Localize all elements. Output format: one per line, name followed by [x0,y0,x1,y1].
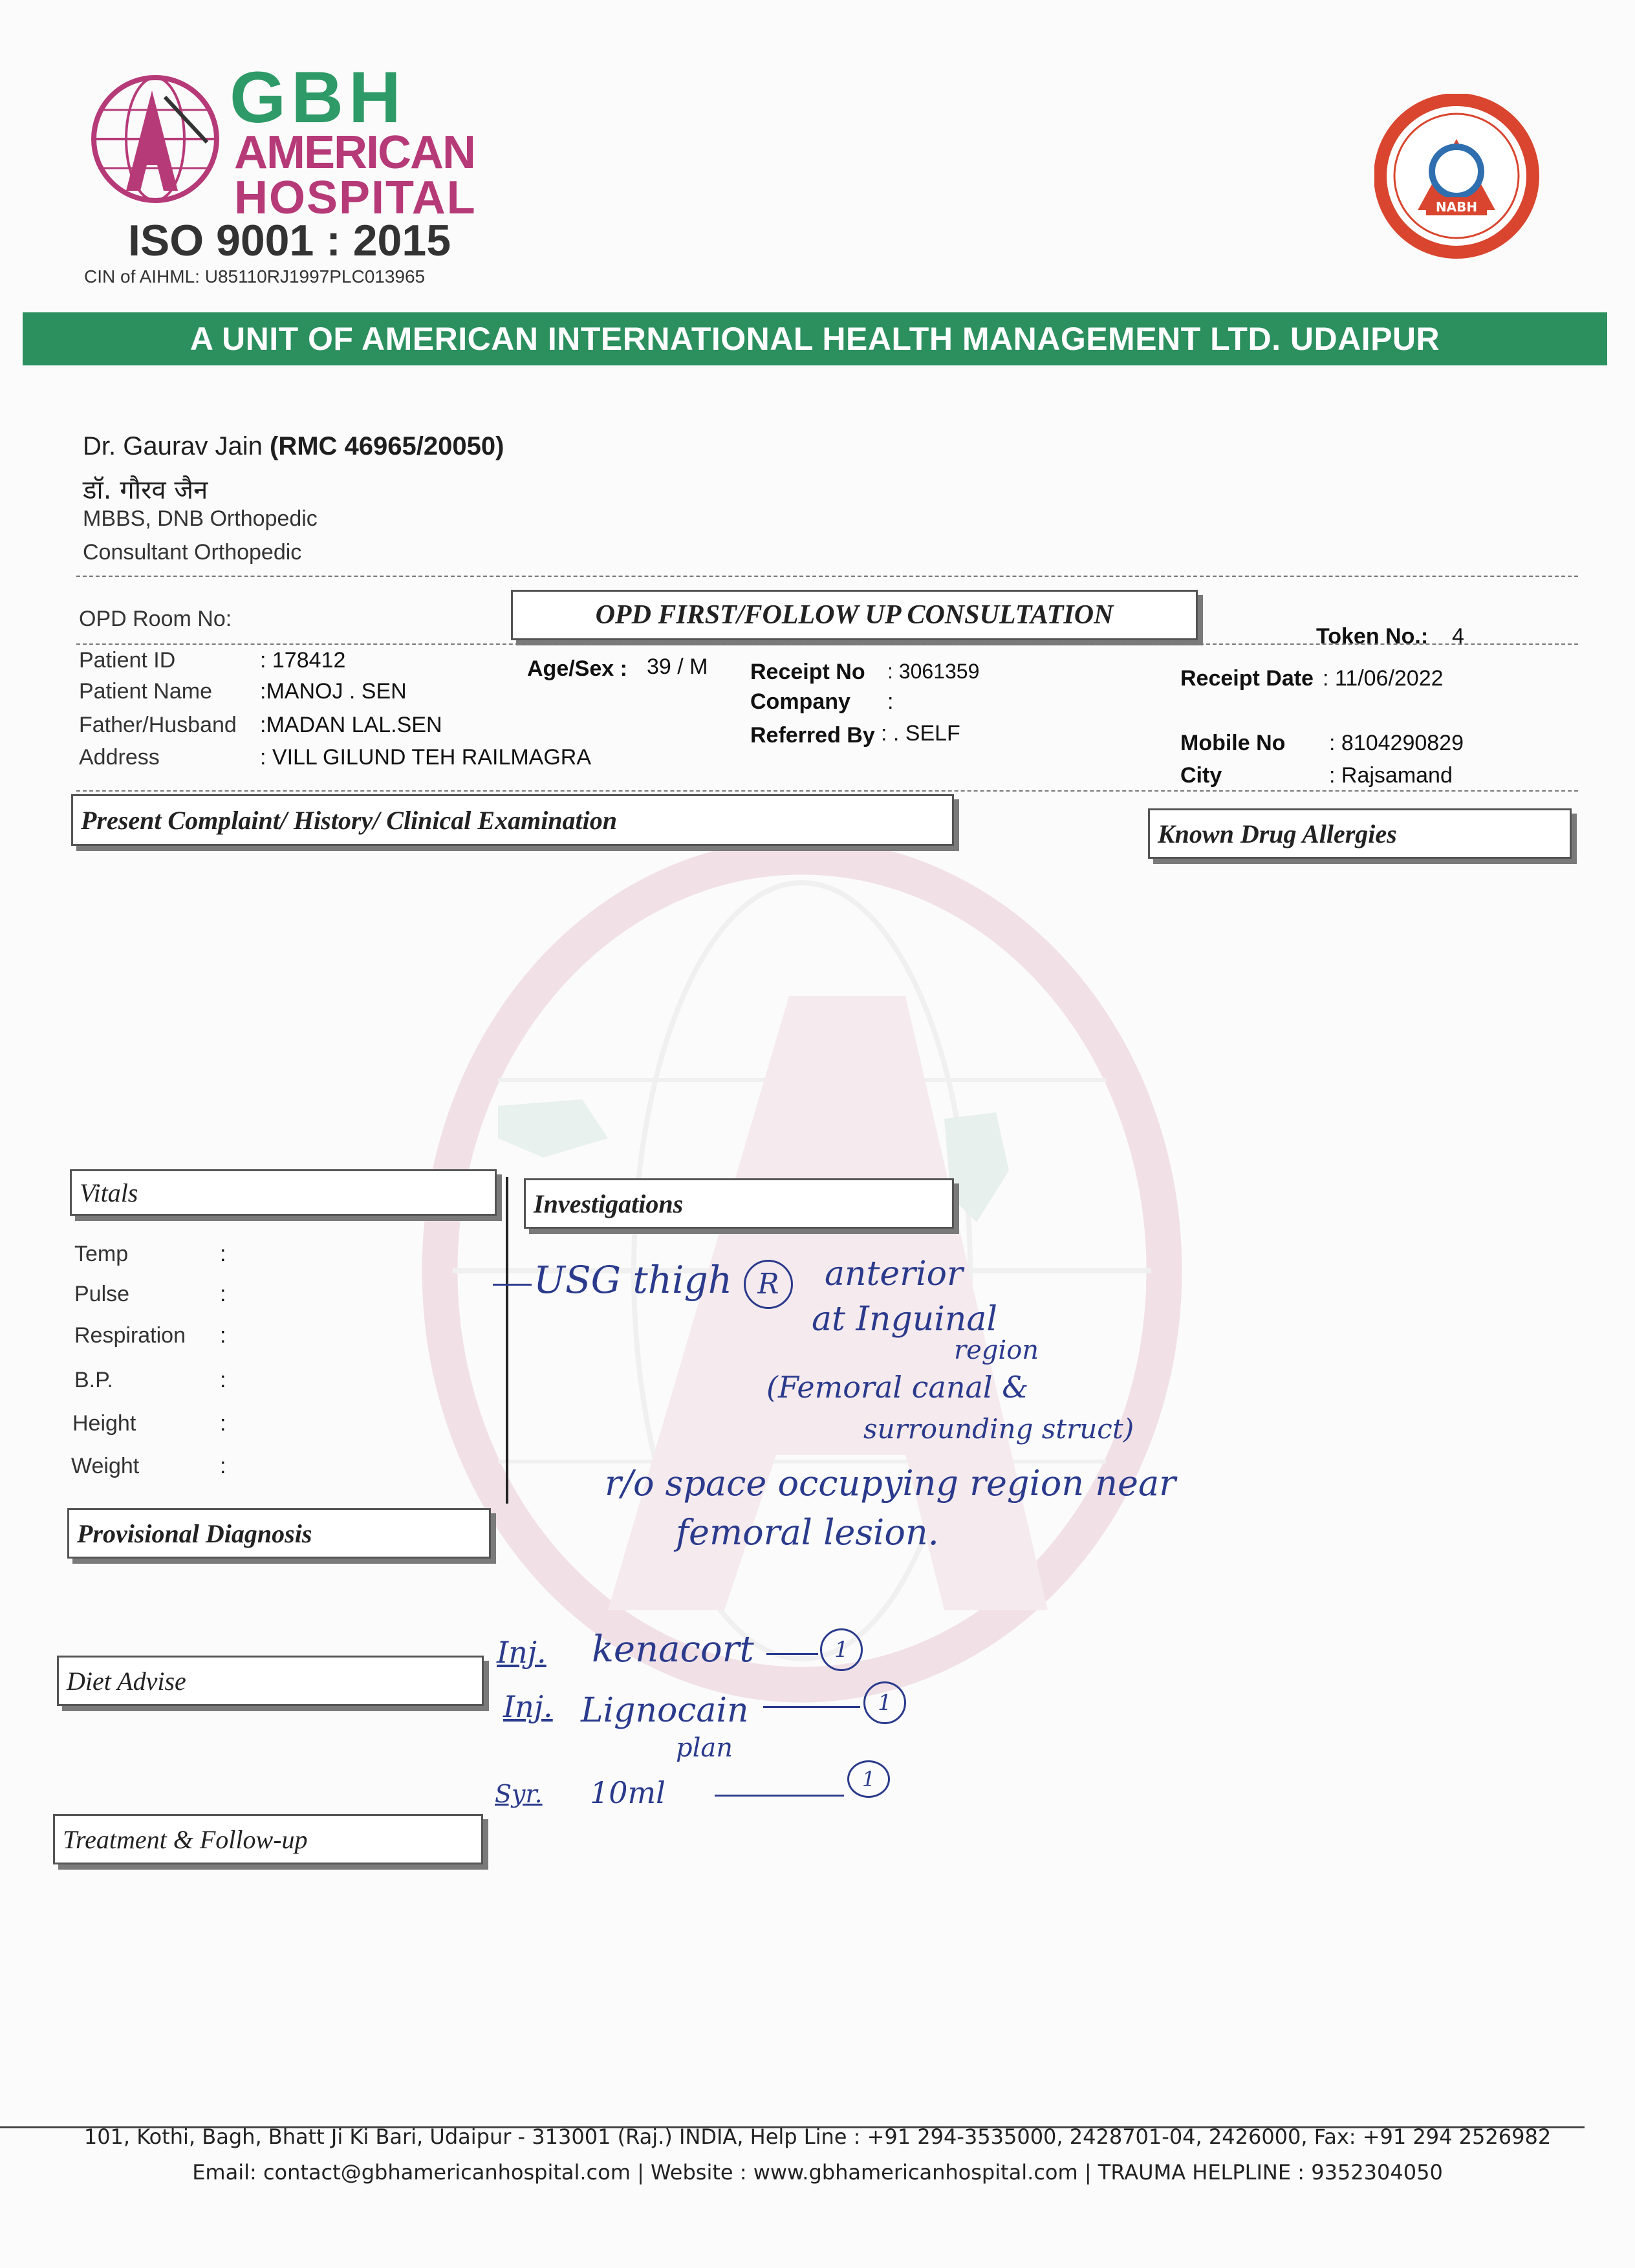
hw-investigation-anterior: anterior [825,1255,963,1293]
hw-right-circle: R [744,1260,793,1309]
hw-rx1-qty: 1 [820,1628,863,1671]
referred-by-label: Referred By [750,723,875,748]
hw-rx1-line [766,1653,818,1655]
vital-bp-value: : [220,1368,226,1392]
hw-rx3-line [715,1795,844,1797]
city-label: City [1180,763,1222,788]
logo-hospital-text: HOSPITAL [234,172,477,224]
address-label: Address [79,745,160,770]
token-value: 4 [1452,624,1464,649]
company-label: Company [750,689,850,714]
footer-contact: Email: contact@gbhamericanhospital.com | Website : www.gbhamericanhospital.com | TRAUMA HELPLINE : 9352304050 [192,2160,1443,2185]
section-investigations: Investigations [524,1178,954,1229]
vital-temp-value: : [220,1242,226,1266]
vertical-divider [506,1177,508,1504]
receipt-date-value: : 11/06/2022 [1323,666,1444,691]
patient-name-label: Patient Name [79,679,212,704]
doctor-name [83,432,504,461]
doctor-registration: (RMC 46965/20050) [270,432,504,460]
doctor-name-text: Dr. Gaurav Jain [83,432,270,460]
vital-respiration-value: : [220,1323,226,1348]
section-complaint: Present Complaint/ History/ Clinical Examination [71,794,954,846]
divider [76,576,1578,577]
doctor-name-hindi: डॉ. गौरव जैन [83,475,208,505]
nabh-accreditation-seal-icon [1374,94,1539,259]
city-value: : Rajsamand [1329,763,1453,788]
hw-rx2-qty: 1 [863,1681,906,1724]
hw-rx2-note: plan [676,1733,733,1763]
vital-height-value: : [220,1411,226,1436]
hw-rx3-prefix: Syr. [495,1780,543,1808]
referred-by-value: : . SELF [881,721,960,746]
vital-weight-value: : [220,1454,226,1478]
patient-id-value: : 178412 [260,648,346,673]
hw-rx3-qty: 1 [847,1760,890,1798]
section-treatment: Treatment & Follow-up [53,1814,483,1864]
hospital-logo-globe-icon [87,71,223,207]
opd-room-label: OPD Room No: [79,607,232,631]
receipt-no-value: : 3061359 [887,660,980,683]
vital-bp-label: B.P. [74,1368,113,1392]
vital-respiration-label: Respiration [74,1323,186,1348]
logo-american-text: AMERICAN [234,127,475,178]
vital-temp-label: Temp [74,1242,129,1266]
hw-dash [493,1284,532,1286]
hw-rx2-drug: Lignocain [581,1691,749,1730]
cin-number: CIN of AIHML: U85110RJ1997PLC013965 [84,266,426,286]
father-label: Father/Husband [79,713,237,737]
unit-banner: A UNIT OF AMERICAN INTERNATIONAL HEALTH MANAGEMENT LTD. UDAIPUR [23,312,1607,365]
hw-investigation-line2: at Inguinal [812,1300,997,1339]
receipt-date-label: Receipt Date [1180,666,1314,691]
divider [76,790,1578,792]
receipt-no-label: Receipt No [750,660,865,684]
age-sex-label: Age/Sex : [527,656,627,681]
age-sex-value: 39 / M [647,654,708,679]
logo-gbh-text: GBH [230,57,406,138]
address-value: : VILL GILUND TEH RAILMAGRA [260,745,592,770]
hw-investigation-line3: region [954,1335,1039,1365]
consultation-title: OPD FIRST/FOLLOW UP CONSULTATION [511,590,1198,640]
footer-address: 101, Kothi, Bagh, Bhatt Ji Ki Bari, Udaipur - 313001 (Raj.) INDIA, Help Line : +91 294-3535000, 2428701-04, 2426000, Fax: +91 294 2526982 [83,2124,1552,2149]
mobile-value: : 8104290829 [1329,731,1464,755]
vital-pulse-value: : [220,1282,226,1306]
vital-pulse-label: Pulse [74,1282,130,1306]
divider [76,643,1578,645]
hw-investigation-line1: USG thigh [534,1258,733,1302]
doctor-degree: MBBS, DNB Orthopedic [83,506,318,531]
section-diagnosis: Provisional Diagnosis [67,1508,491,1559]
section-allergies: Known Drug Allergies [1148,808,1572,859]
hw-investigation-line7: femoral lesion. [676,1512,939,1553]
hw-investigation-line6: r/o space occupying region near [605,1463,1176,1504]
father-value: :MADAN LAL.SEN [260,713,442,737]
patient-name-value: :MANOJ . SEN [260,679,407,704]
section-diet: Diet Advise [57,1656,484,1706]
nabh-text: NABH [1435,199,1478,215]
hw-rx2-line [763,1706,860,1708]
watermark-globe-icon [414,834,1190,1707]
hw-investigation-line5: surrounding struct) [863,1413,1134,1445]
iso-certification: ISO 9001 : 2015 [128,216,451,265]
hw-rx2-prefix: Inj. [503,1689,553,1724]
mobile-label: Mobile No [1180,731,1286,755]
hw-rx3-drug: 10ml [590,1775,666,1810]
section-vitals: Vitals [70,1169,497,1216]
doctor-designation: Consultant Orthopedic [83,540,302,565]
hw-rx1-drug: kenacort [592,1628,754,1670]
company-value: : [887,689,894,714]
vital-weight-label: Weight [71,1454,140,1478]
hw-investigation-line4: (Femoral canal & [766,1370,1029,1405]
patient-id-label: Patient ID [79,648,176,673]
token-label: Token No.: [1316,624,1429,649]
vital-height-label: Height [72,1411,136,1436]
hw-rx1-prefix: Inj. [497,1635,547,1670]
